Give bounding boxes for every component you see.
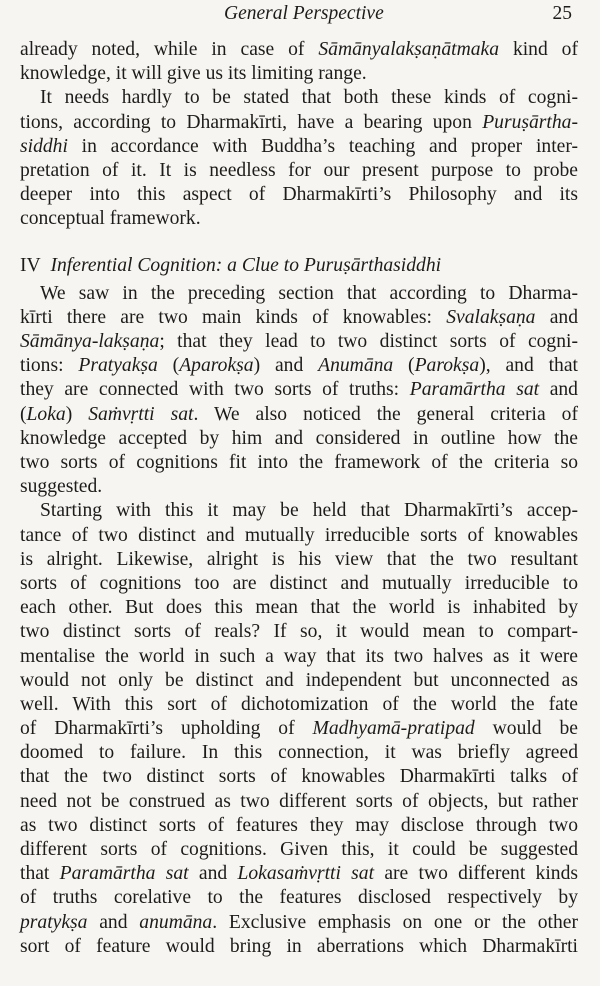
text-line [20, 765, 578, 789]
text-line [20, 427, 578, 451]
section-number: IV [20, 254, 41, 276]
italic-term: Puruṣārtha- [482, 111, 578, 133]
section-heading [20, 254, 578, 278]
text-line [20, 354, 578, 378]
italic-term: anumāna [139, 911, 213, 933]
text-line [20, 306, 578, 330]
text-line [20, 548, 578, 572]
text-run: as two distinct sorts of features they may disclose through two [20, 814, 578, 836]
text-run: It needs hardly to be stated that both these kinds of cogni- [40, 87, 578, 109]
italic-term: siddhi [20, 135, 68, 157]
text-line [20, 330, 578, 354]
italic-term: Loka [26, 403, 66, 425]
text-run: ( [157, 355, 180, 377]
italic-term: Madhyamā-pratipad [312, 718, 475, 740]
text-run: they are connected with two sorts of truths: [20, 379, 410, 401]
text-run: in accordance with Buddha’s teaching and proper inter- [67, 135, 578, 157]
running-head: General Perspective [224, 3, 384, 24]
text-run: and [535, 306, 578, 328]
italic-term: Saṁvṛtti sat [88, 403, 194, 425]
section-title: Inferential Cognition: a Clue to Puruṣārthasiddhi [50, 254, 442, 276]
text-run: ) [65, 403, 89, 425]
italic-term: Pratyakṣa [78, 355, 158, 377]
text-line [20, 935, 578, 959]
text-run: of truths corelative to the features disclosed respectively by [20, 887, 578, 909]
text-line [20, 451, 578, 475]
italic-term: Anumāna [318, 355, 394, 377]
text-line [20, 282, 578, 306]
text-run: . Exclusive emphasis on one or the other [212, 911, 579, 933]
text-run: well. With this sort of dichotomization of the world the fate [20, 693, 578, 715]
text-run: would not only be distinct and independent but unconnected as [20, 669, 578, 691]
text-run: kīrti there are two main kinds of knowables: [20, 306, 447, 328]
text-line [20, 111, 578, 135]
text-run: that [20, 863, 60, 885]
text-run: doomed to failure. In this connection, it was briefly agreed [20, 742, 578, 764]
text-run: tions, according to Dharmakīrti, have a bearing upon [20, 111, 483, 133]
body-text [20, 38, 578, 959]
text-run: two distinct sorts of reals? If so, it would mean to compart- [20, 621, 578, 643]
page-number: 25 [552, 3, 572, 24]
text-line [20, 790, 578, 814]
text-line [20, 645, 578, 669]
text-line [20, 911, 578, 935]
text-line [20, 499, 578, 523]
text-run: and [87, 911, 140, 933]
text-run: deeper into this aspect of Dharmakīrti’s Philosophy and its [20, 184, 578, 206]
text-line [20, 814, 578, 838]
text-line [20, 838, 578, 862]
italic-term: Paramārtha sat [409, 379, 540, 401]
text-line [20, 403, 578, 427]
text-line [20, 886, 578, 910]
text-run: of Dharmakīrti’s upholding of [20, 718, 313, 740]
text-line [20, 86, 578, 110]
text-run: need not be construed as two different sorts of objects, but rather [20, 790, 578, 812]
text-run: tions: [20, 355, 79, 377]
text-run: is alright. Likewise, alright is his view that the two resultant [20, 548, 578, 570]
text-run: Starting with this it may be held that Dharmakīrti’s accep- [40, 500, 578, 522]
text-line [20, 135, 578, 159]
text-line [20, 183, 578, 207]
text-run: pretation of it. It is needless for our present purpose to probe [20, 159, 578, 181]
text-run: that the two distinct sorts of knowables Dharmakīrti talks of [20, 766, 578, 788]
text-run: conceptual framework. [20, 208, 201, 230]
text-line [20, 378, 578, 402]
italic-term: Sāmānyalakṣaṇātmaka [318, 39, 500, 60]
text-line [20, 475, 578, 499]
text-run: would be [474, 718, 578, 740]
text-line [20, 620, 578, 644]
text-line [20, 862, 578, 886]
text-run: are two different kinds [374, 863, 579, 885]
text-line [20, 669, 578, 693]
page-header [20, 3, 578, 27]
text-line [20, 38, 578, 62]
text-run: suggested. [20, 476, 103, 498]
text-run: ) and [253, 355, 319, 377]
text-line [20, 524, 578, 548]
text-run: ( [20, 403, 27, 425]
italic-term: Parokṣa [414, 355, 480, 377]
text-run: knowledge accepted by him and considered in outline how the [20, 427, 578, 449]
text-run: and [188, 863, 238, 885]
text-run: already noted, while in case of [20, 39, 319, 60]
text-run: ; that they lead to two distinct sorts of cogni- [159, 331, 578, 353]
text-line [20, 741, 578, 765]
text-run: We saw in the preceding section that according to Dharma- [40, 282, 578, 304]
italic-term: Lokasaṁvṛtti sat [237, 863, 375, 885]
text-line [20, 596, 578, 620]
text-run: . We also noticed the general criteria of [193, 403, 578, 425]
text-run: kind of [499, 39, 579, 60]
italic-term: Aparokṣa [179, 355, 254, 377]
text-run: different sorts of cognitions. Given this, it could be suggested [20, 839, 578, 860]
text-run: and [539, 379, 578, 401]
text-line [20, 207, 578, 231]
text-run: sorts of cognitions too are distinct and mutually irreducible to [20, 572, 578, 594]
text-run: mentalise the world in such a way that its two halves as it were [20, 645, 578, 667]
text-run: knowledge, it will give us its limiting range. [20, 63, 367, 85]
text-run: ( [393, 355, 415, 377]
text-line [20, 62, 578, 86]
text-line [20, 717, 578, 741]
text-line [20, 572, 578, 596]
italic-term: Sāmānya-lakṣaṇa [20, 331, 160, 353]
italic-term: pratykṣa [20, 911, 88, 933]
text-line [20, 693, 578, 717]
text-line [20, 159, 578, 183]
text-run: two sorts of cognitions fit into the framework of the criteria so [20, 452, 578, 473]
text-run: tance of two distinct and mutually irreducible sorts of knowables [20, 524, 578, 546]
italic-term: Svalakṣaṇa [446, 306, 536, 328]
text-run: sort of feature would bring in aberrations which Dharmakīrti [20, 935, 578, 957]
italic-term: Paramārtha sat [59, 863, 189, 885]
text-run: each other. But does this mean that the world is inhabited by [20, 597, 578, 619]
text-run: ), and that [479, 355, 578, 377]
